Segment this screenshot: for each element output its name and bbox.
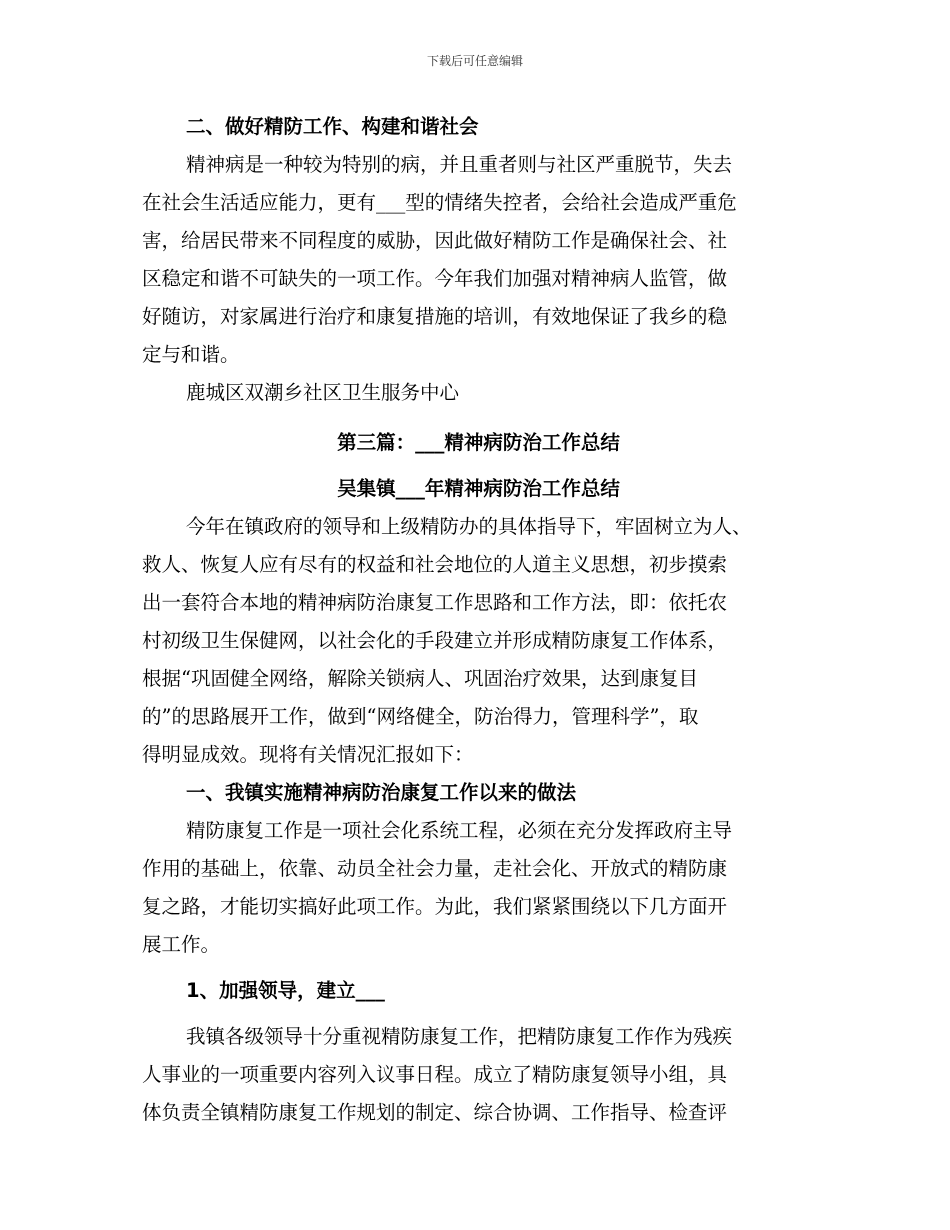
paragraph-line: 在社会生活适应能力，更有___型的情绪失控者，会给社会造成严重危 [142, 191, 737, 214]
paragraph-line: 区稳定和谐不可缺失的一项工作。今年我们加强对精神病人监管，做 [142, 267, 728, 290]
section-heading: 二、做好精防工作、构建和谐社会 [186, 115, 479, 138]
paragraph-line: 复之路，才能切实搞好此项工作。为此，我们紧紧围绕以下几方面开 [142, 895, 728, 918]
paragraph-line: 好随访，对家属进行治疗和康复措施的培训，有效地保证了我乡的稳 [142, 305, 728, 328]
paragraph-line: 救人、恢复人应有尽有的权益和社会地位的人道主义思想，初步摸索 [142, 553, 728, 576]
part-title: 第三篇：___精神病防治工作总结 [337, 431, 620, 454]
paragraph-line: 的”的思路展开工作，做到“网络健全，防治得力，管理科学”，取 [142, 705, 699, 728]
signature: 鹿城区双潮乡社区卫生服务中心 [186, 381, 460, 404]
paragraph-line: 定与和谐。 [142, 343, 240, 366]
report-subtitle: 吴集镇___年精神病防治工作总结 [337, 477, 620, 500]
paragraph-line: 人事业的一项重要内容列入议事日程。成立了精防康复领导小组，具 [142, 1063, 728, 1086]
paragraph-line: 得明显成效。现将有关情况汇报如下： [142, 743, 474, 766]
paragraph-line: 村初级卫生保健网，以社会化的手段建立并形成精防康复工作体系， [142, 629, 728, 652]
section-heading: 一、我镇实施精神病防治康复工作以来的做法 [186, 781, 577, 804]
document-body [142, 108, 815, 1132]
paragraph-line: 精神病是一种较为特别的病，并且重者则与社区严重脱节，失去 [186, 153, 733, 176]
page-header-note: 下载后可任意编辑 [426, 54, 523, 68]
paragraph-line: 出一套符合本地的精神病防治康复工作思路和工作方法，即：依托农 [142, 591, 728, 614]
paragraph-line: 根据“巩固健全网络，解除关锁病人、巩固治疗效果，达到康复目 [142, 667, 698, 690]
paragraph-line: 作用的基础上，依靠、动员全社会力量，走社会化、开放式的精防康 [142, 857, 728, 880]
paragraph-line: 精防康复工作是一项社会化系统工程，必须在充分发挥政府主导 [186, 819, 733, 842]
paragraph-line: 害，给居民带来不同程度的威胁，因此做好精防工作是确保社会、社 [142, 229, 728, 252]
paragraph-line: 我镇各级领导十分重视精防康复工作，把精防康复工作作为残疾 [186, 1025, 733, 1048]
paragraph-line: 今年在镇政府的领导和上级精防办的具体指导下，牢固树立为人、 [186, 515, 752, 538]
paragraph-line: 展工作。 [142, 933, 221, 956]
paragraph-line: 体负责全镇精防康复工作规划的制定、综合协调、工作指导、检查评 [142, 1101, 728, 1124]
subsection-heading: 1、加强领导，建立___ [186, 979, 385, 1002]
